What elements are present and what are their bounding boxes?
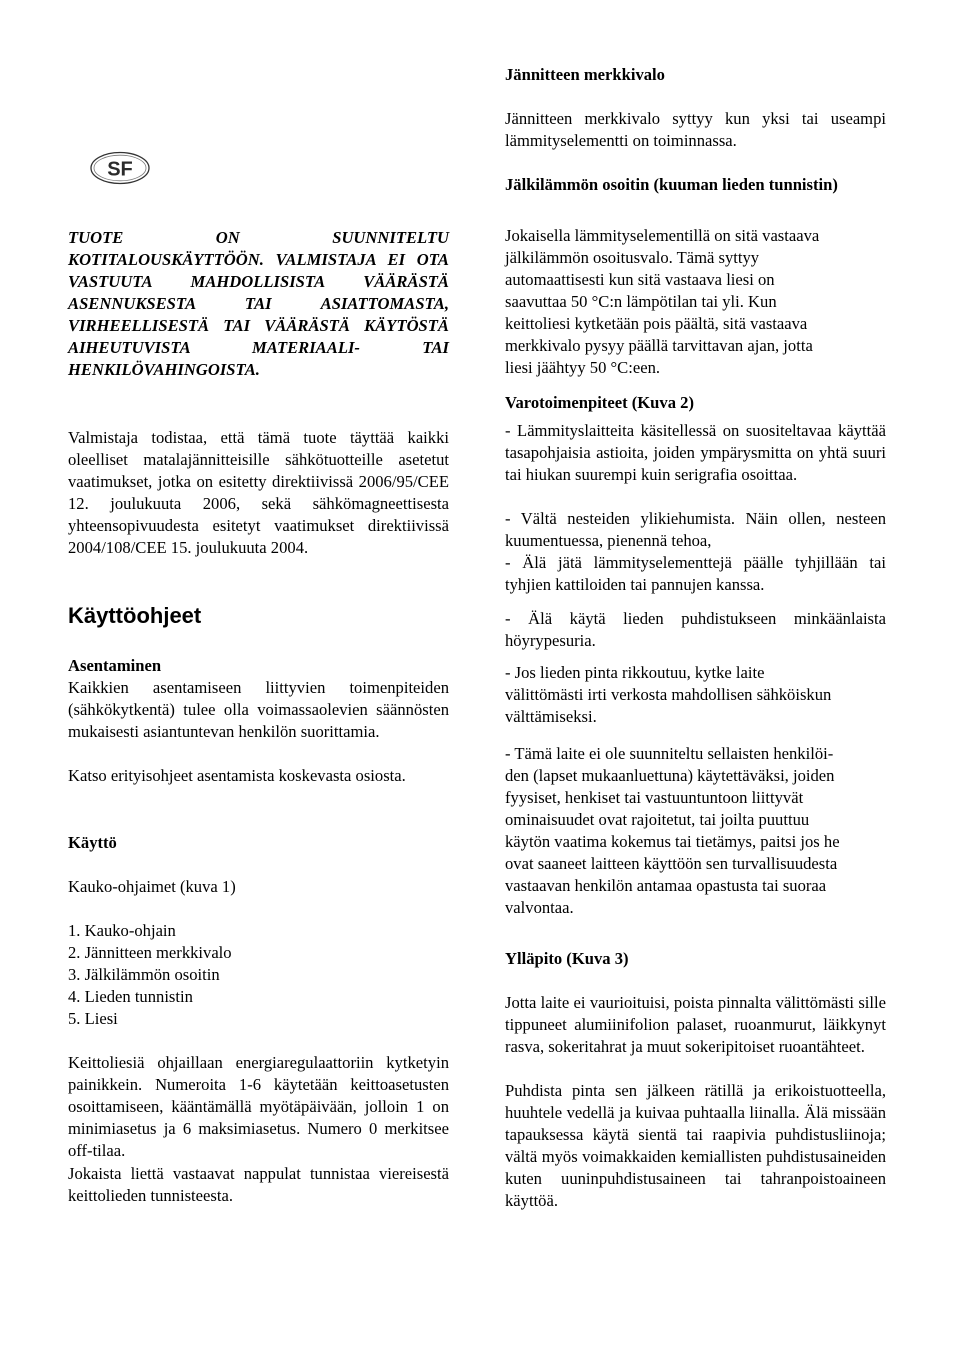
text-line: vastaavan henkilön antamaa opastusta tai suoraa xyxy=(505,876,827,895)
list-item: 2. Jännitteen merkkivalo xyxy=(68,943,232,962)
text-line: den (lapset mukaanluettuna) käytettäväksi, joiden xyxy=(505,766,835,785)
language-badge xyxy=(90,151,150,185)
text-line: ominaisuudet ovat rajoitetut, tai joilta puuttuu xyxy=(505,810,810,829)
badge-label: SF xyxy=(107,158,133,181)
text-line: valvontaa. xyxy=(505,898,574,917)
control-text: Keittoliesiä ohjaillaan energiaregulaattoriin kytketyin painikkein. Numeroita 1-6 käytetään keittoasetusten osoittamiseen, kääntämällä myötäpäivään, jolloin 1 on minimiasetus ja 6 maksimiasetus. Numero 0 merkitsee off-tilaa. xyxy=(68,1053,449,1160)
text-line: - Jos lieden pinta rikkoutuu, kytke laite xyxy=(505,663,765,682)
precautions-paragraph-2: - Vältä nesteiden ylikiehumista. Näin ollen, nesteen kuumentuessa, pienennä tehoa, xyxy=(505,509,886,550)
precautions-paragraph-3: - Älä jätä lämmityselementtejä päälle tyhjillään tai tyhjien kattiloiden tai pannujen kanssa. xyxy=(505,553,886,594)
precautions-paragraph-4: - Älä käytä lieden puhdistukseen minkäänlaista höyrypesuria. xyxy=(505,609,886,650)
text-line: - Tämä laite ei ole suunniteltu sellaisten henkilöi- xyxy=(505,744,834,763)
precautions-paragraph-5 xyxy=(505,662,886,728)
component-list xyxy=(68,920,449,1030)
residual-heading: Jälkilämmön osoitin (kuuman lieden tunnistin) xyxy=(505,175,838,194)
precautions-paragraph-1: - Lämmityslaitteita käsitellessä on suositeltavaa käyttää tasapohjaisia astioita, joiden ympärysmitta on yhtä suuri tai hiukan suurempi kuin serigrafia osoittaa. xyxy=(505,421,886,484)
text-line: välttämiseksi. xyxy=(505,707,597,726)
compliance-paragraph: Valmistaja todistaa, että tämä tuote täyttää kaikki oleelliset matalajännitteisille sähkötuotteille asetetut vaatimukset, jotka on esitetty direktiivissä 2006/95/CEE 12. joulukuuta 2006, sekä sähkömagneettisesta yhteensopivuudesta esitetyt vaatimukset direktiivissä 2004/108/CEE 15. joulukuuta 2004. xyxy=(68,428,449,557)
warning-notice: TUOTE ON SUUNNITELTU KOTITALOUSKÄYTTÖÖN. VALMISTAJA EI OTA VASTUUTA MAHDOLLISISTA VÄÄRÄSTÄ ASENNUKSESTA TAI ASIATTOMASTA, VIRHEELLISESTÄ TAI VÄÄRÄSTÄ KÄYTÖSTÄ AIHEUTUVISTA MATERIAALI- TAI HENKILÖVAHINGOISTA. xyxy=(68,228,449,379)
list-item: 5. Liesi xyxy=(68,1009,118,1028)
list-item: 3. Jälkilämmön osoitin xyxy=(68,965,220,984)
precautions-heading: Varotoimenpiteet (Kuva 2) xyxy=(505,393,694,412)
text-line: Jokaisella lämmityselementillä on sitä vastaava xyxy=(505,226,820,245)
maintenance-paragraph-2: Puhdista pinta sen jälkeen rätillä ja erikoistuotteella, huuhtele vedellä ja kuivaa puhtaalla liinalla. Älä missään tapauksessa käytä sientä tai raapivia puhdistusliinoja; vältä myös voimakkaiden kemiallisten puhdistusaineiden kuten uuninpuhdistusaineen tai tahranpoistoaineen käyttöä. xyxy=(505,1081,886,1210)
text-line: fyysiset, henkiset tai vastuuntuntoon liittyvät xyxy=(505,788,804,807)
text-line: saavuttaa 50 °C:n lämpötilan tai yli. Kun xyxy=(505,292,777,311)
maintenance-paragraph-1: Jotta laite ei vaurioituisi, poista pinnalta välittömästi sille tippuneet alumiinifolion palaset, ruoanmurut, läikkynyt rasva, sokeritahrat ja muut sokeripitoiset ruoantähteet. xyxy=(505,993,886,1056)
install-heading: Asentaminen xyxy=(68,656,162,675)
control-text-2: Jokaista liettä vastaavat nappulat tunnistaa viereisestä keittolieden tunnisteesta. xyxy=(68,1164,449,1205)
list-item: 1. Kauko-ohjain xyxy=(68,921,176,940)
text-line: välittömästi irti verkosta mahdollisen sähköiskun xyxy=(505,685,832,704)
precautions-paragraph-6 xyxy=(505,743,905,919)
voltage-text: Jännitteen merkkivalo syttyy kun yksi tai useampi lämmityselementti on toiminnassa. xyxy=(505,109,886,150)
voltage-heading: Jännitteen merkkivalo xyxy=(505,65,665,84)
maintenance-heading: Ylläpito (Kuva 3) xyxy=(505,949,629,968)
list-item: 4. Lieden tunnistin xyxy=(68,987,193,1006)
text-line: merkkivalo pysyy päällä tarvittavan ajan, jotta xyxy=(505,336,813,355)
text-line: liesi jäähtyy 50 °C:een. xyxy=(505,358,661,377)
use-heading: Käyttö xyxy=(68,833,117,852)
section-title: Käyttöohjeet xyxy=(68,603,202,628)
residual-text xyxy=(505,225,886,379)
text-line: automaattisesti kun sitä vastaava liesi on xyxy=(505,270,775,289)
install-text: Kaikkien asentamiseen liittyvien toimenpiteiden (sähkökytkentä) tulee olla voimassaolevien säännösten mukaisesti asiantuntevan henkilön suorittamia. xyxy=(68,678,449,741)
install-text-2: Katso erityisohjeet asentamista koskevasta osiosta. xyxy=(68,766,406,785)
sf-badge-icon xyxy=(90,151,150,185)
text-line: käytön vaatima kokemus tai tietämys, paitsi jos he xyxy=(505,832,840,851)
text-line: ovat saaneet laitteen käyttöön sen turvallisuudesta xyxy=(505,854,838,873)
remote-label: Kauko-ohjaimet (kuva 1) xyxy=(68,877,236,896)
text-line: keittoliesi kytketään pois päältä, sitä vastaava xyxy=(505,314,808,333)
text-line: jälkilämmön osoitusvalo. Tämä syttyy xyxy=(505,248,760,267)
